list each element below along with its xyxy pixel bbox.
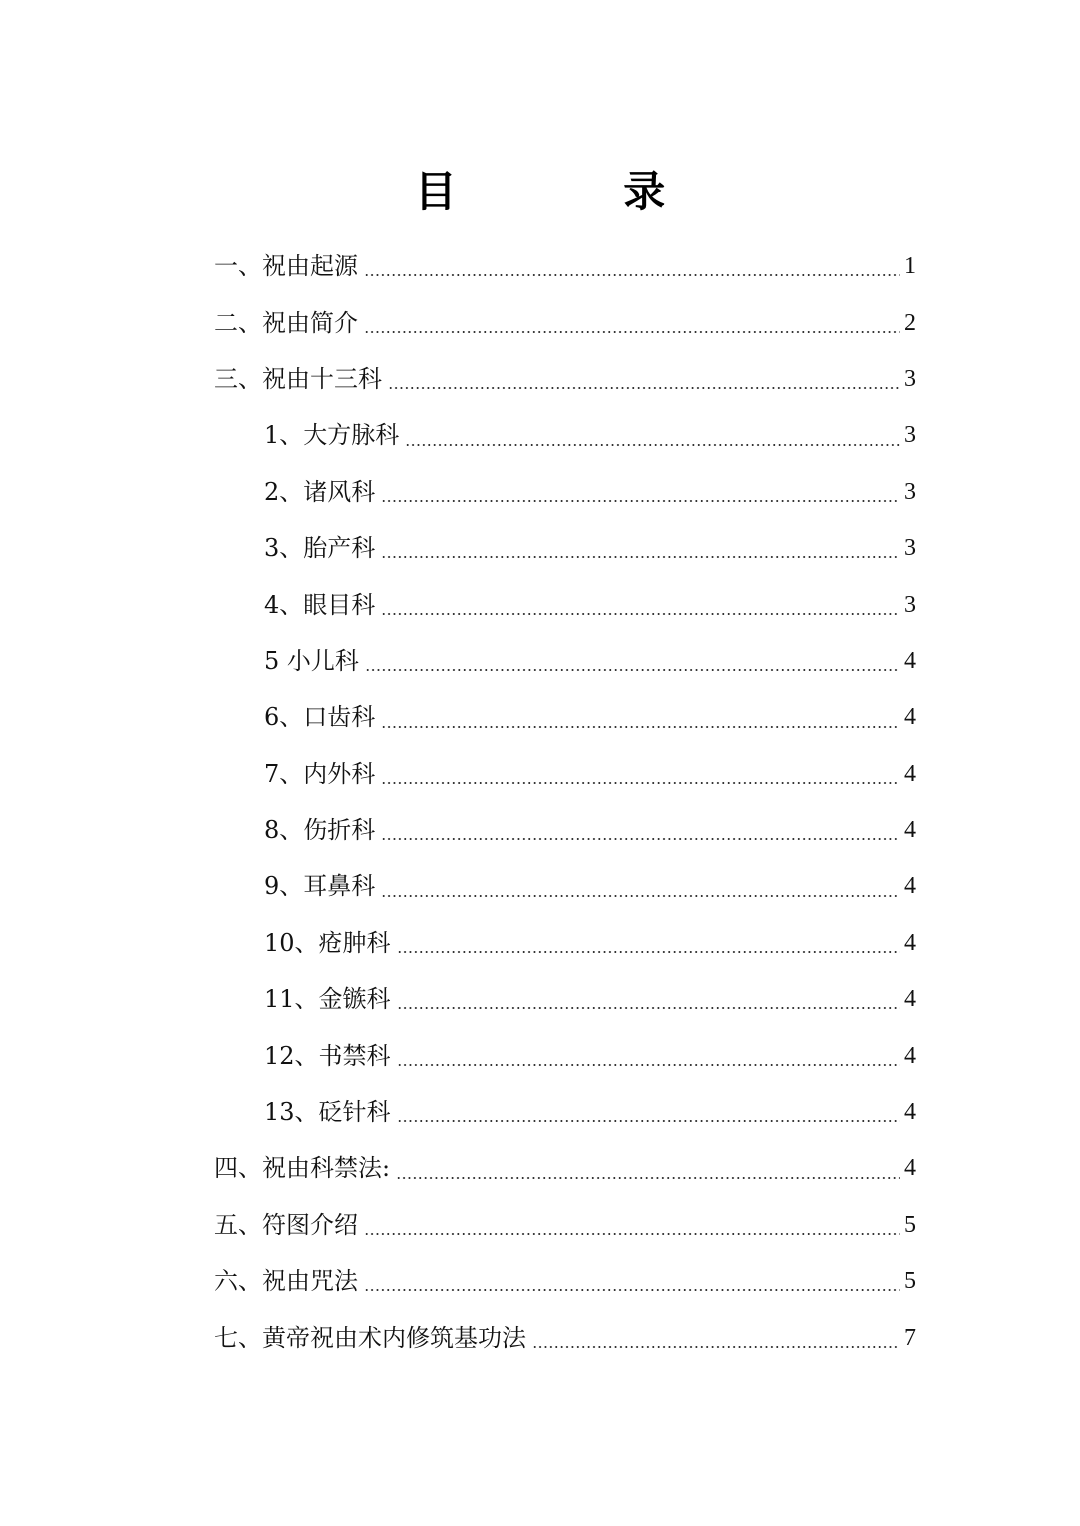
toc-dot-leader	[364, 1233, 900, 1235]
toc-entry-page-number: 4	[904, 1042, 916, 1069]
toc-entry-page-number: 4	[904, 817, 916, 844]
toc-dot-leader	[364, 1289, 900, 1291]
toc-dot-leader	[405, 444, 900, 446]
toc-entry[interactable]	[214, 971, 916, 1027]
toc-entry-page-number: 4	[904, 704, 916, 731]
toc-entry-page-number: 2	[904, 309, 916, 336]
toc-dot-leader	[381, 556, 900, 558]
toc-entry-page-number: 4	[904, 760, 916, 787]
toc-entry-page-number: 3	[904, 422, 916, 449]
toc-entry[interactable]	[214, 238, 916, 294]
toc-entry-label: 六、祝由咒法	[214, 1267, 358, 1296]
toc-dot-leader	[388, 387, 900, 389]
toc-dot-leader	[381, 895, 900, 897]
toc-entry-label: 二、祝由简介	[214, 308, 358, 337]
toc-entry[interactable]	[214, 689, 916, 745]
toc-entry-page-number: 3	[904, 591, 916, 618]
toc-entry[interactable]	[214, 1309, 916, 1365]
toc-dot-leader	[397, 1064, 900, 1066]
toc-entry-label: 7、内外科	[264, 759, 376, 788]
toc-entry[interactable]	[214, 633, 916, 689]
toc-entry-label: 一、祝由起源	[214, 252, 358, 281]
toc-entry-label: 11、金镞科	[264, 985, 391, 1014]
toc-entry[interactable]	[214, 407, 916, 463]
toc-entry-page-number: 1	[904, 253, 916, 280]
toc-entry[interactable]	[214, 1027, 916, 1083]
toc-dot-leader	[396, 1177, 900, 1179]
toc-entry-page-number: 4	[904, 647, 916, 674]
toc-entry[interactable]	[214, 1140, 916, 1196]
toc-entry-label: 6、口齿科	[264, 703, 376, 732]
toc-entry-label: 12、书禁科	[264, 1041, 391, 1070]
toc-entry-label: 8、伤折科	[264, 816, 376, 845]
toc-entry[interactable]	[214, 351, 916, 407]
toc-entry[interactable]	[214, 1197, 916, 1253]
toc-entry-label: 10、疮肿科	[264, 928, 391, 957]
toc-entry[interactable]	[214, 294, 916, 350]
toc-title: 目 录	[414, 167, 742, 216]
toc-entry-page-number: 5	[904, 1211, 916, 1238]
toc-dot-leader	[381, 500, 900, 502]
toc-entry-label: 9、耳鼻科	[264, 872, 376, 901]
toc-entry-page-number: 5	[904, 1268, 916, 1295]
toc-entry-page-number: 3	[904, 478, 916, 505]
table-of-contents	[214, 238, 916, 1366]
toc-entry[interactable]	[214, 915, 916, 971]
toc-entry-page-number: 4	[904, 986, 916, 1013]
toc-entry-page-number: 4	[904, 873, 916, 900]
toc-dot-leader	[397, 1007, 900, 1009]
toc-entry-page-number: 3	[904, 365, 916, 392]
toc-dot-leader	[381, 613, 900, 615]
toc-entry[interactable]	[214, 1084, 916, 1140]
toc-entry[interactable]	[214, 858, 916, 914]
toc-dot-leader	[364, 274, 900, 276]
toc-entry-page-number: 4	[904, 929, 916, 956]
toc-entry[interactable]	[214, 746, 916, 802]
toc-entry-page-number: 4	[904, 1155, 916, 1182]
toc-entry-label: 七、黄帝祝由术内修筑基功法	[214, 1323, 526, 1352]
toc-dot-leader	[397, 1120, 900, 1122]
toc-entry[interactable]	[214, 520, 916, 576]
toc-entry-label: 3、胎产科	[264, 534, 376, 563]
toc-entry-label: 13、砭针科	[264, 1098, 391, 1127]
toc-dot-leader	[381, 838, 900, 840]
toc-entry[interactable]	[214, 1253, 916, 1309]
toc-dot-leader	[381, 726, 900, 728]
toc-dot-leader	[532, 1346, 900, 1348]
toc-dot-leader	[397, 951, 900, 953]
toc-entry-label: 2、诸风科	[264, 477, 376, 506]
toc-entry-page-number: 7	[904, 1324, 916, 1351]
toc-dot-leader	[365, 669, 900, 671]
toc-entry-label: 5 小儿科	[264, 646, 359, 675]
toc-entry-page-number: 3	[904, 535, 916, 562]
toc-entry-page-number: 4	[904, 1099, 916, 1126]
toc-entry[interactable]	[214, 802, 916, 858]
toc-entry-label: 1、大方脉科	[264, 421, 400, 450]
toc-entry-label: 四、祝由科禁法:	[214, 1154, 391, 1183]
toc-entry[interactable]	[214, 576, 916, 632]
toc-entry-label: 三、祝由十三科	[214, 364, 382, 393]
toc-dot-leader	[364, 331, 900, 333]
toc-entry-label: 4、眼目科	[264, 590, 376, 619]
toc-dot-leader	[381, 782, 900, 784]
toc-entry-label: 五、符图介绍	[214, 1210, 358, 1239]
toc-entry[interactable]	[214, 464, 916, 520]
